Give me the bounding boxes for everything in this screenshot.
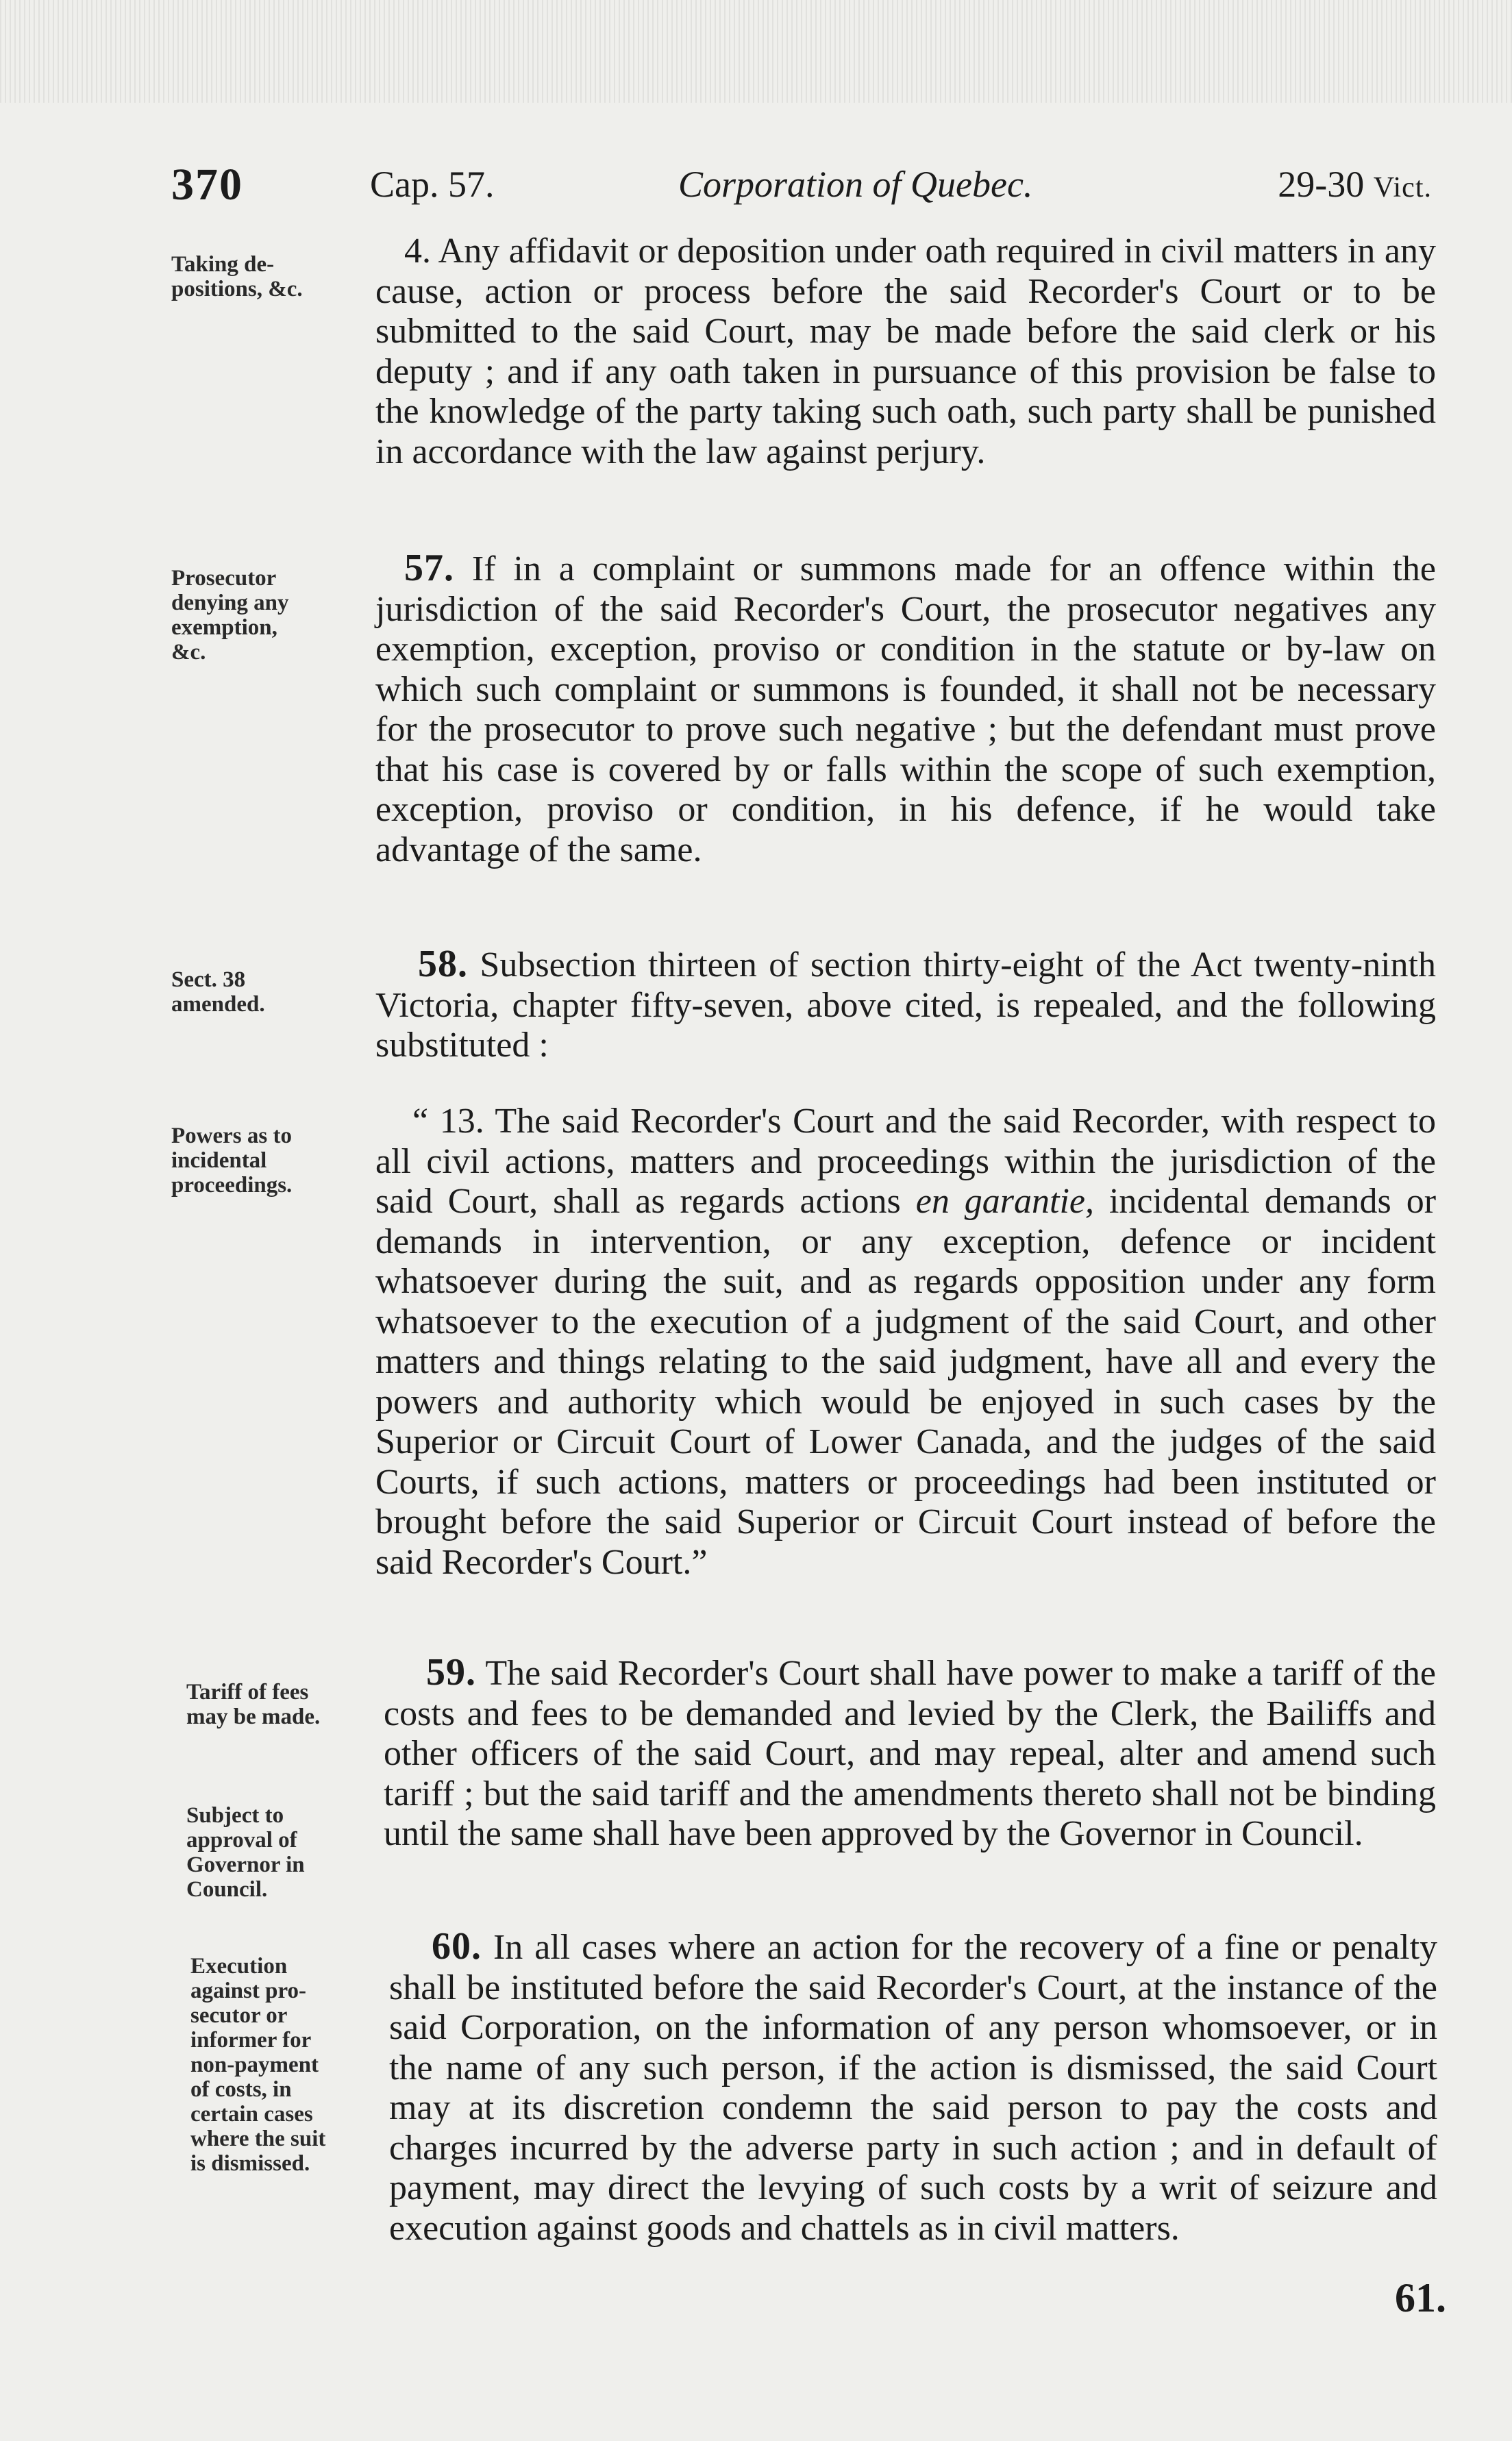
session-regnal: Vict. <box>1373 172 1432 203</box>
marginal-note-sect-38: Sect. 38 amended. <box>171 967 265 1017</box>
marginal-note-execution: Execution against pro- secutor or informer for non-payment of costs, in certain cases where the suit is dismissed. <box>190 1954 326 2176</box>
section-58 <box>375 944 1436 1066</box>
section-59-text: The said Recorder's Court shall have power to make a tariff of the costs and fees to be demanded and levied by the Clerk, the Bailiffs and other officers of the said Court, and may repeal, alter and amend such tariff ; but the said tariff and the amendments thereto shall not be binding until the same shall have been approved by the Governor in Council. <box>384 1654 1437 1853</box>
section-59 <box>384 1652 1436 1855</box>
section-57-text: If in a complaint or summons made for an offence within the jurisdiction of the said Recorder's Court, the prosecutor negatives any exemption, exception, proviso or condition in the statute or by-law on which such complaint or summons is founded, it shall not be necessary for the prosecutor to prove such negative ; but the defendant must prove that his case is covered by or falls within the scope of such exemption, exception, proviso or condition, in his defence, if he would take advantage of the same. <box>375 549 1437 869</box>
section-58-text: Subsection thirteen of section thirty-eight of the Act twenty-ninth Victoria, chapter fifty-seven, above cited, is repealed, and the following substituted : <box>375 945 1436 1065</box>
section-60 <box>389 1926 1437 2248</box>
section-60-text: In all cases where an action for the recovery of a fine or penalty shall be instituted before the said Recorder's Court, at the instance of the said Corporation, on the information of any person whomsoever, or in the name of any such person, if the action is dismissed, the said Court may at its discretion condemn the said person to pay the costs and charges incurred by the adverse party in such action ; and in default of payment, may direct the levying of such costs by a writ of seizure and execution against goods and chattels as in civil matters. <box>389 1928 1438 2248</box>
marginal-note-subject-approval: Subject to approval of Governor in Council. <box>186 1803 305 1902</box>
page-number: 370 <box>171 160 243 210</box>
session-label <box>1278 163 1432 206</box>
marginal-note-taking-depositions: Taking de- positions, &c. <box>171 252 303 301</box>
chapter-label: Cap. 57. <box>370 164 495 205</box>
subsection-13 <box>375 1102 1436 1583</box>
catchword: 61. <box>1395 2275 1446 2320</box>
section-58-number: 58. <box>418 943 468 985</box>
section-57 <box>375 548 1436 870</box>
paragraph-4: 4. Any affidavit or deposition under oath required in civil matters in any cause, action or process before the said Recorder's Court or to be submitted to the said Court, may be made before the said clerk or his deputy ; and if any oath taken in pursuance of this provision be false to the knowledge of the party taking such oath, such party shall be punished in accordance with the law against perjury. <box>375 232 1436 471</box>
page-header <box>171 159 1432 214</box>
section-60-number: 60. <box>432 1925 482 1968</box>
running-title: Corporation of Quebec. <box>678 164 1033 205</box>
section-57-number: 57. <box>404 547 454 589</box>
section-59-number: 59. <box>426 1651 476 1694</box>
marginal-note-prosecutor-denying: Prosecutor denying any exemption, &c. <box>171 566 289 665</box>
subsection-13-text-a: “ 13. The said Recorder's Court and the said Recorder, with respect to all civil actions, matters and proceedings within the jurisdiction of the said Court, shall as regards actions <box>375 1102 1436 1221</box>
subsection-13-text-b: incidental demands or demands in intervention, or any exception, defence or incident whatsoever during the suit, and as regards opposition under any form whatsoever to the execution of a judgment of the said Court, and other matters and things relating to the said judgment, have all and every the powers and authority which would be enjoyed in such cases by the Superior or Circuit Court of Lower Canada, and the judges of the said Courts, if such actions, matters or proceedings had been instituted or brought before the said Superior or Circuit Court instead of before the said Recorder's Court.” <box>375 1182 1437 1582</box>
session-number: 29-30 <box>1278 164 1365 205</box>
marginal-note-tariff: Tariff of fees may be made. <box>186 1680 321 1729</box>
marginal-note-powers-incidental: Powers as to incidental proceedings. <box>171 1124 293 1198</box>
subsection-13-italic: en garantie, <box>915 1182 1094 1221</box>
